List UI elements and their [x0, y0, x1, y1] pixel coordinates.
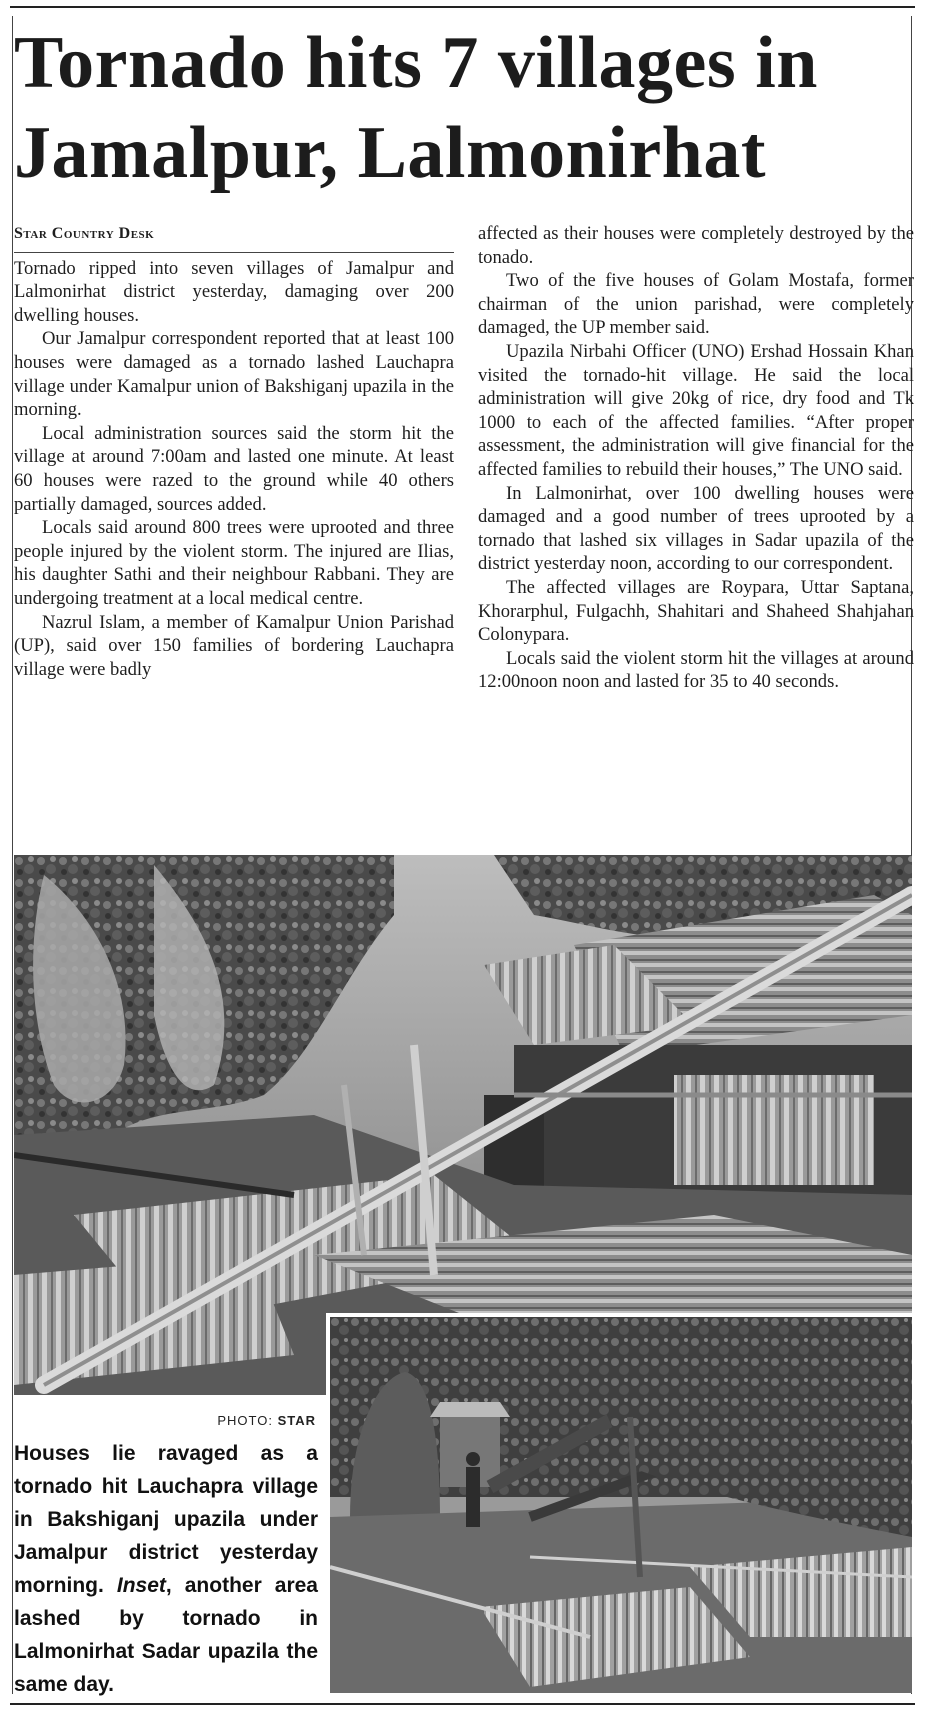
caption-part-1: Houses lie ravaged as a tornado hit Lauchapra village in Bakshiganj upazila under Jamalpur district yesterday morning. [14, 1442, 318, 1597]
photo-credit-name: STAR [277, 1413, 316, 1428]
column-left [14, 222, 454, 681]
byline: Star Country Desk [14, 222, 454, 253]
paragraph-6: Two of the five houses of Golam Mostafa, former chairman of the union parishad, were completely damaged, the UP member said. [478, 270, 914, 339]
photo-caption [14, 1437, 318, 1701]
caption-part-2: , another area lashed by tornado in Lalmonirhat Sadar upazila the same day. [14, 1574, 318, 1696]
bottom-rule [10, 1703, 915, 1705]
photo-credit-prefix: PHOTO: [217, 1413, 278, 1428]
paragraph-1: Tornado ripped into seven villages of Jamalpur and Lalmonirhat district yesterday, damaging over 200 dwelling houses. [14, 257, 454, 326]
paragraph-7: Upazila Nirbahi Officer (UNO) Ershad Hossain Khan visited the tornado-hit village. He said the local administration will give 20kg of rice, dry food and Tk 1000 to each of the affected families. “After proper assessment, the administration will give financial for the affected families to rebuild their houses,” The UNO said. [478, 340, 914, 480]
paragraph-5: Nazrul Islam, a member of Kamalpur Union Parishad (UP), said over 150 families of bordering Lauchapra village were badly [14, 611, 454, 680]
paragraph-8: In Lalmonirhat, over 100 dwelling houses were damaged and a good number of trees uprooted by a tornado that lashed six villages in Sadar upazila of the district yesterday noon, according to our correspondent. [478, 482, 914, 575]
photo-credit [217, 1413, 316, 1428]
paragraph-2: Our Jamalpur correspondent reported that at least 100 houses were damaged as a tornado lashed Lauchapra village under Kamalpur union of Bakshiganj upazila in the morning. [14, 328, 454, 421]
paragraph-4: Locals said around 800 trees were uprooted and three people injured by the violent storm. The injured are Ilias, his daughter Sathi and their neighbour Rabbani. They are undergoing treatment at a local medical centre. [14, 517, 454, 609]
paragraph-9: The affected villages are Roypara, Uttar Saptana, Khorarphul, Fulgachh, Shahitari and Shaheed Shahjahan Colonypara. [478, 576, 914, 646]
paragraph-10: Locals said the violent storm hit the villages at around 12:00noon noon and lasted for 35 to 40 seconds. [478, 647, 914, 693]
column-right [478, 222, 914, 694]
caption-box [14, 1395, 322, 1696]
headline: Tornado hits 7 villages in Jamalpur, Lalmonirhat [14, 22, 818, 194]
inset-photo [326, 1313, 912, 1693]
caption-inset-word: Inset [116, 1574, 166, 1597]
paragraph-3: Local administration sources said the storm hit the village at around 7:00am and lasted one minute. At least 60 houses were razed to the ground while 40 others partially damaged, sources added. [14, 422, 454, 515]
paragraph-5-continued: affected as their houses were completely destroyed by the tonado. [478, 223, 914, 268]
top-rule [10, 6, 915, 8]
